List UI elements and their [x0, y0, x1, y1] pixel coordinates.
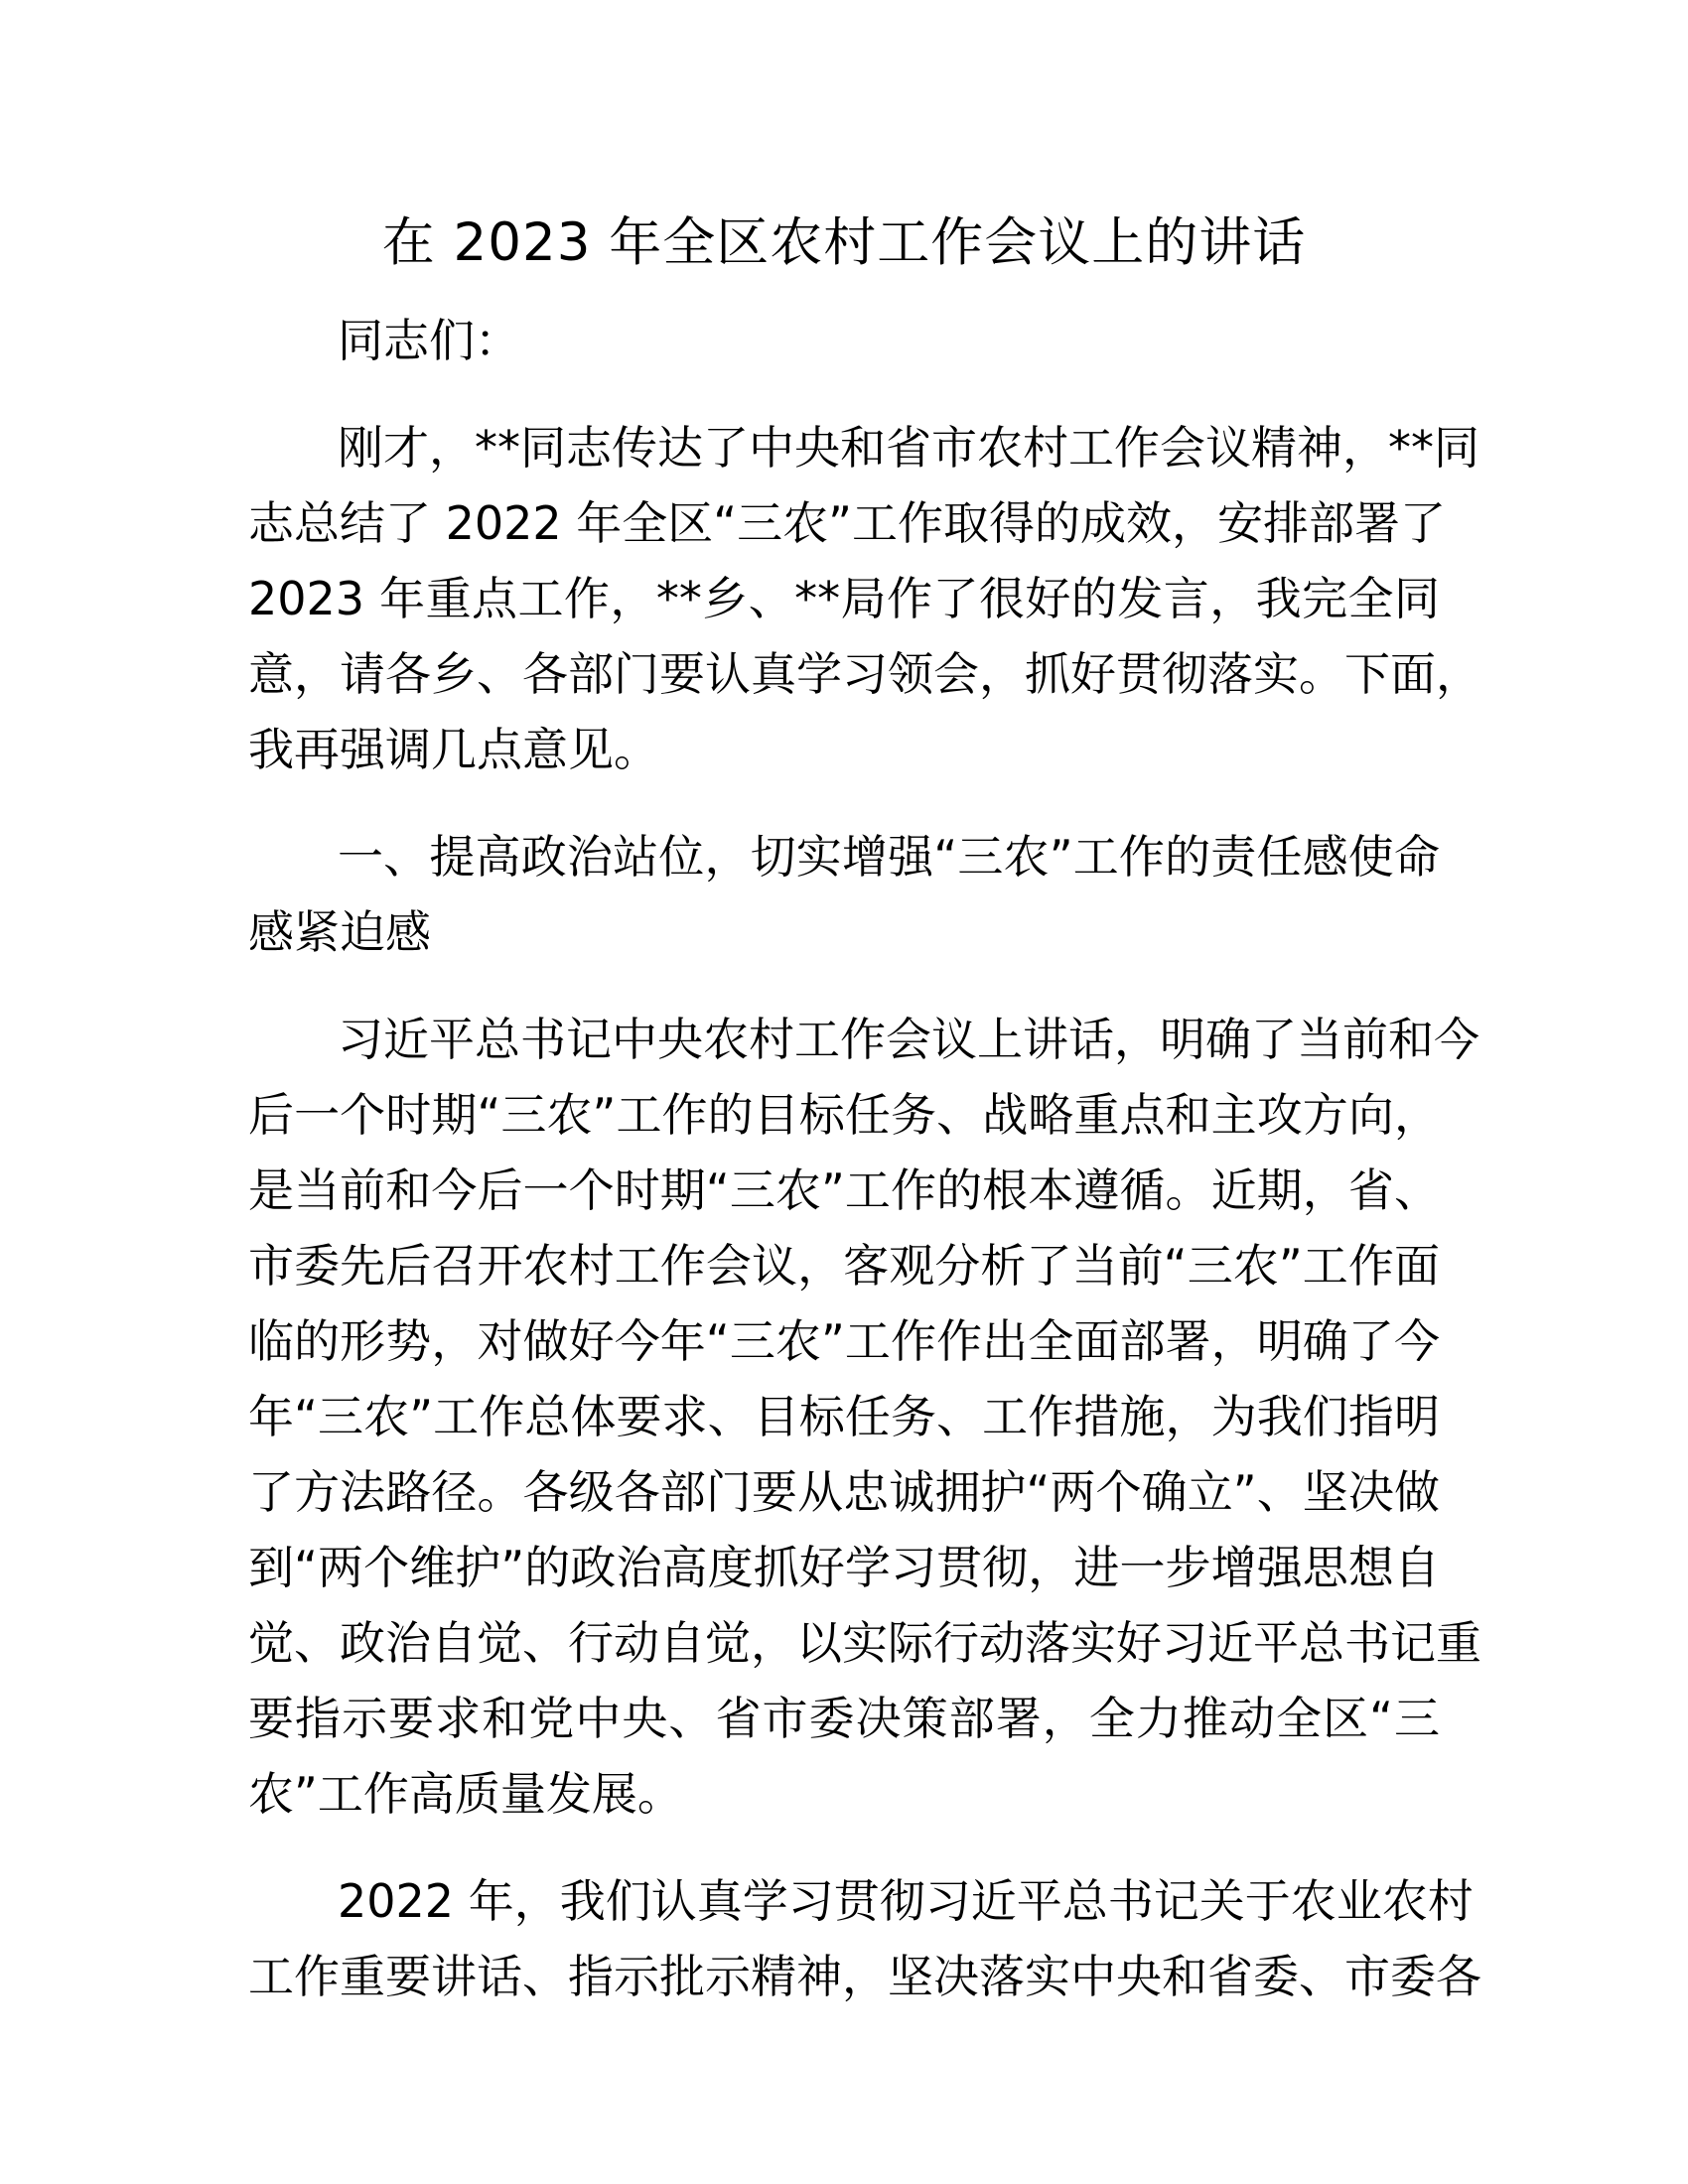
paragraph-line: 到“两个维护”的政治高度抓好学习贯彻，进一步增强思想自 [248, 1541, 1440, 1594]
paragraph-line: 临的形势，对做好今年“三农”工作作出全面部署，明确了今 [248, 1314, 1440, 1368]
section-heading-line: 一、提高政治站位，切实增强“三农”工作的责任感使命 [338, 830, 1440, 884]
section-heading-line: 感紧迫感 [248, 905, 431, 959]
paragraph-line: 年“三农”工作总体要求、目标任务、工作措施，为我们指明 [248, 1390, 1440, 1443]
paragraph-line: 习近平总书记中央农村工作会议上讲话，明确了当前和今 [338, 1013, 1479, 1066]
paragraph-line: 2023 年重点工作，**乡、**局作了很好的发言，我完全同 [248, 572, 1440, 625]
paragraph-line: 觉、政治自觉、行动自觉，以实际行动落实好习近平总书记重 [248, 1616, 1481, 1670]
paragraph-line: 后一个时期“三农”工作的目标任务、战略重点和主攻方向， [248, 1088, 1440, 1142]
paragraph-line: 市委先后召开农村工作会议，客观分析了当前“三农”工作面 [248, 1239, 1440, 1293]
paragraph-line: 2022 年，我们认真学习贯彻习近平总书记关于农业农村 [338, 1874, 1474, 1928]
paragraph-line: 意，请各乡、各部门要认真学习领会，抓好贯彻落实。下面， [248, 647, 1481, 701]
document-title: 在 2023 年全区农村工作会议上的讲话 [381, 212, 1307, 273]
paragraph-line: 志总结了 2022 年全区“三农”工作取得的成效，安排部署了 [248, 496, 1446, 550]
paragraph-line: 我再强调几点意见。 [248, 723, 659, 776]
salutation: 同志们： [338, 314, 520, 367]
paragraph-line: 是当前和今后一个时期“三农”工作的根本遵循。近期，省、 [248, 1163, 1440, 1217]
paragraph-line: 要指示要求和党中央、省市委决策部署，全力推动全区“三 [248, 1692, 1440, 1745]
paragraph-line: 了方法路径。各级各部门要从忠诚拥护“两个确立”、坚决做 [248, 1465, 1440, 1519]
paragraph-line: 农”工作高质量发展。 [248, 1767, 683, 1821]
paragraph-line: 刚才，**同志传达了中央和省市农村工作会议精神，**同 [338, 421, 1479, 475]
paragraph-line: 工作重要讲话、指示批示精神，坚决落实中央和省委、市委各 [248, 1950, 1481, 2003]
